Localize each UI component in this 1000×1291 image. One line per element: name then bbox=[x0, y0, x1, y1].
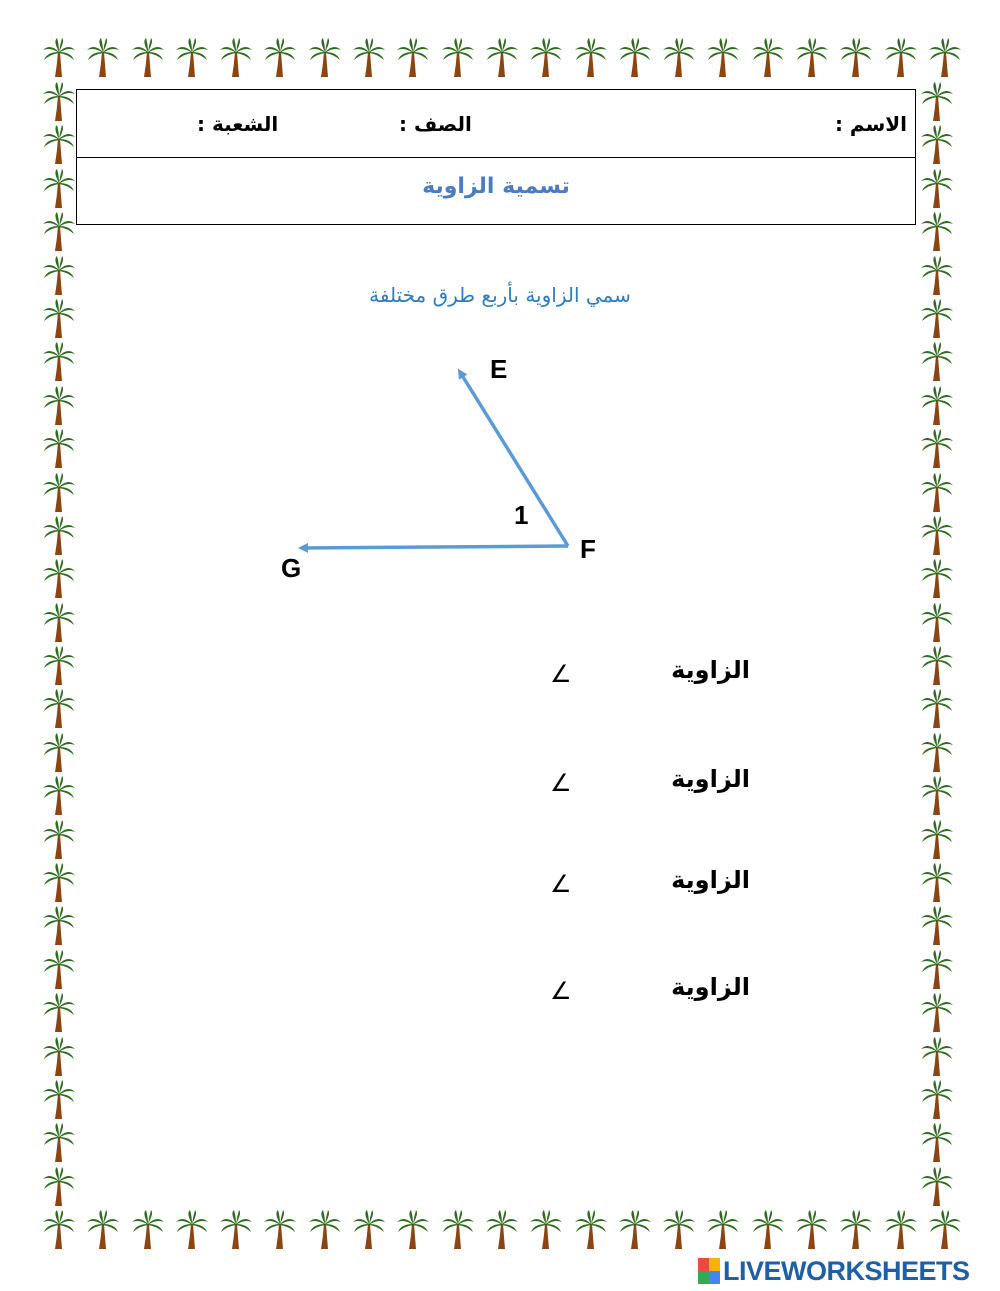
angle-word: الزاوية bbox=[671, 866, 750, 894]
class-label: الصف : bbox=[399, 112, 472, 136]
instruction-text: سمي الزاوية بأربع طرق مختلفة bbox=[369, 283, 631, 307]
logo-icon bbox=[698, 1258, 720, 1284]
answer-row bbox=[540, 866, 760, 906]
angle-word: الزاوية bbox=[671, 656, 750, 684]
point-f-label: F bbox=[580, 534, 596, 564]
ray-fg bbox=[302, 546, 568, 548]
angle-symbol-icon: ∠ bbox=[550, 660, 572, 688]
point-g-label: G bbox=[281, 553, 302, 583]
angle-word: الزاوية bbox=[671, 973, 750, 1001]
logo-text: LIVEWORKSHEETS bbox=[723, 1255, 970, 1286]
liveworksheets-logo bbox=[698, 1256, 970, 1286]
angle-symbol-icon: ∠ bbox=[550, 769, 572, 797]
angle-number-label: 1 bbox=[514, 500, 529, 530]
answer-row bbox=[540, 765, 760, 805]
name-label: الاسم : bbox=[834, 112, 907, 136]
worksheet-title: تسمية الزاوية bbox=[422, 174, 570, 199]
angle-symbol-icon: ∠ bbox=[550, 870, 572, 898]
angle-word: الزاوية bbox=[671, 765, 750, 793]
answer-row bbox=[540, 973, 760, 1013]
section-label: الشعبة : bbox=[197, 112, 279, 136]
answer-row bbox=[540, 656, 760, 696]
point-e-label: E bbox=[490, 354, 508, 384]
angle-symbol-icon: ∠ bbox=[550, 977, 572, 1005]
